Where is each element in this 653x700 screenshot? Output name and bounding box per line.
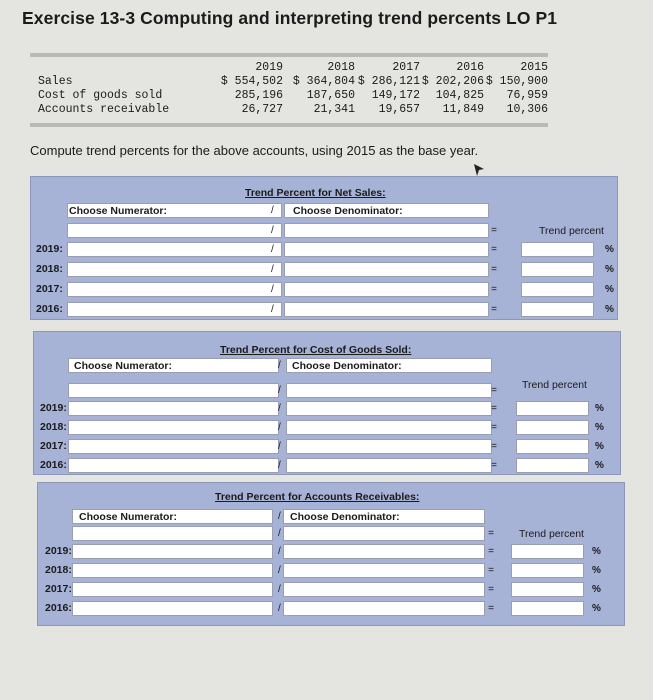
denominator-input[interactable] <box>284 302 489 317</box>
divide-sign: / <box>271 304 274 315</box>
row-year-label: 2018: <box>36 263 63 275</box>
numerator-input[interactable] <box>72 544 273 559</box>
trend-panel <box>30 176 618 320</box>
percent-sign: % <box>592 546 601 557</box>
denominator-label: Choose Denominator: <box>293 205 403 217</box>
data-cell: 11,849 <box>442 103 484 116</box>
trend-panel <box>37 482 625 626</box>
numerator-label: Choose Numerator: <box>69 205 168 217</box>
divide-sign: / <box>278 546 281 557</box>
numerator-label: Choose Numerator: <box>74 360 173 372</box>
trend-percent-input[interactable] <box>521 302 594 317</box>
divide-sign: / <box>278 422 281 433</box>
percent-sign: % <box>592 584 601 595</box>
trend-percent-label: Trend percent <box>522 379 587 391</box>
data-row-ar <box>30 103 548 117</box>
divide-sign: / <box>278 528 281 539</box>
numerator-input[interactable] <box>67 242 282 257</box>
year-header: 2016 <box>456 61 484 74</box>
equals-sign: = <box>491 403 497 414</box>
data-table-header <box>30 61 548 75</box>
row-year-label: 2017: <box>45 583 72 595</box>
data-cell: 26,727 <box>241 103 283 116</box>
numerator-input[interactable] <box>67 262 282 277</box>
numerator-input[interactable] <box>67 302 282 317</box>
data-cell: 76,959 <box>506 89 548 102</box>
denominator-input[interactable] <box>286 420 492 435</box>
panel-title: Trend Percent for Cost of Goods Sold: <box>220 344 412 356</box>
numerator-input[interactable] <box>68 420 279 435</box>
row-year-label: 2016: <box>45 602 72 614</box>
divide-sign: / <box>278 360 281 371</box>
data-row-cogs <box>30 89 548 103</box>
denominator-blank-box <box>283 526 485 541</box>
denominator-input[interactable] <box>284 242 489 257</box>
equals-sign: = <box>488 565 494 576</box>
denominator-input[interactable] <box>286 458 492 473</box>
data-cell: 285,196 <box>234 89 283 102</box>
year-header: 2019 <box>255 61 283 74</box>
trend-percent-input[interactable] <box>516 420 589 435</box>
trend-percent-input[interactable] <box>516 458 589 473</box>
trend-percent-label: Trend percent <box>539 225 604 237</box>
mouse-cursor-icon <box>473 163 485 177</box>
equals-sign: = <box>491 225 497 236</box>
trend-percent-input[interactable] <box>511 582 584 597</box>
year-header: 2015 <box>520 61 548 74</box>
percent-sign: % <box>595 460 604 471</box>
equals-sign: = <box>491 460 497 471</box>
numerator-blank-box <box>72 526 273 541</box>
percent-sign: % <box>595 441 604 452</box>
row-year-label: 2019: <box>45 545 72 557</box>
equals-sign: = <box>491 284 497 295</box>
row-year-label: 2019: <box>40 402 67 414</box>
equals-sign: = <box>491 264 497 275</box>
numerator-blank-box <box>67 223 282 238</box>
divide-sign: / <box>271 225 274 236</box>
trend-percent-input[interactable] <box>511 601 584 616</box>
denominator-label: Choose Denominator: <box>290 511 400 523</box>
divide-sign: / <box>271 205 274 216</box>
row-label: Accounts receivable <box>38 103 170 116</box>
divide-sign: / <box>278 565 281 576</box>
numerator-blank-box <box>68 383 279 398</box>
numerator-label: Choose Numerator: <box>79 511 178 523</box>
row-year-label: 2017: <box>36 283 63 295</box>
denominator-input[interactable] <box>284 282 489 297</box>
trend-panel <box>33 331 621 475</box>
denominator-input[interactable] <box>286 439 492 454</box>
trend-percent-label: Trend percent <box>519 528 584 540</box>
percent-sign: % <box>595 422 604 433</box>
denominator-input[interactable] <box>283 601 485 616</box>
numerator-input[interactable] <box>68 458 279 473</box>
equals-sign: = <box>491 304 497 315</box>
percent-sign: % <box>592 565 601 576</box>
equals-sign: = <box>491 441 497 452</box>
year-header: 2018 <box>327 61 355 74</box>
numerator-input[interactable] <box>68 439 279 454</box>
row-year-label: 2016: <box>36 303 63 315</box>
divide-sign: / <box>278 460 281 471</box>
denominator-blank-box <box>286 383 492 398</box>
trend-percent-input[interactable] <box>521 242 594 257</box>
row-year-label: 2019: <box>36 243 63 255</box>
equals-sign: = <box>488 546 494 557</box>
data-cell: 19,657 <box>378 103 420 116</box>
denominator-input[interactable] <box>286 401 492 416</box>
trend-percent-input[interactable] <box>521 262 594 277</box>
divide-sign: / <box>278 441 281 452</box>
numerator-input[interactable] <box>72 563 273 578</box>
divide-sign: / <box>271 244 274 255</box>
numerator-input[interactable] <box>67 282 282 297</box>
divide-sign: / <box>271 284 274 295</box>
percent-sign: % <box>605 304 614 315</box>
row-year-label: 2016: <box>40 459 67 471</box>
trend-percent-input[interactable] <box>521 282 594 297</box>
percent-sign: % <box>595 403 604 414</box>
equals-sign: = <box>488 603 494 614</box>
denominator-label: Choose Denominator: <box>292 360 402 372</box>
equals-sign: = <box>491 244 497 255</box>
row-label: Sales <box>38 75 73 88</box>
equals-sign: = <box>491 385 497 396</box>
data-table <box>30 53 548 127</box>
data-cell: 21,341 <box>313 103 355 116</box>
trend-percent-input[interactable] <box>516 401 589 416</box>
year-header: 2017 <box>392 61 420 74</box>
denominator-input[interactable] <box>284 262 489 277</box>
denominator-input[interactable] <box>283 563 485 578</box>
data-cell: $ 364,804 <box>292 75 355 88</box>
row-year-label: 2018: <box>45 564 72 576</box>
data-cell: 104,825 <box>435 89 484 102</box>
panel-title: Trend Percent for Accounts Receivables: <box>215 491 420 503</box>
divide-sign: / <box>278 403 281 414</box>
data-row-sales <box>30 75 548 89</box>
row-year-label: 2018: <box>40 421 67 433</box>
percent-sign: % <box>605 244 614 255</box>
row-year-label: 2017: <box>40 440 67 452</box>
data-cell: $ 554,502 <box>220 75 283 88</box>
divide-sign: / <box>278 385 281 396</box>
divide-sign: / <box>278 603 281 614</box>
instruction-text: Compute trend percents for the above accounts, using 2015 as the base year. <box>30 143 479 158</box>
trend-percent-input[interactable] <box>516 439 589 454</box>
data-cell: 187,650 <box>306 89 355 102</box>
panel-title: Trend Percent for Net Sales: <box>245 187 386 199</box>
divide-sign: / <box>278 584 281 595</box>
page-title: Exercise 13-3 Computing and interpreting trend percents LO P1 <box>22 8 558 28</box>
data-cell: $ 150,900 <box>485 75 548 88</box>
denominator-blank-box <box>284 223 489 238</box>
percent-sign: % <box>592 603 601 614</box>
denominator-input[interactable] <box>283 582 485 597</box>
numerator-input[interactable] <box>72 601 273 616</box>
denominator-input[interactable] <box>283 544 485 559</box>
data-cell: $ 286,121 <box>357 75 420 88</box>
row-label: Cost of goods sold <box>38 89 163 102</box>
numerator-input[interactable] <box>68 401 279 416</box>
divide-sign: / <box>271 264 274 275</box>
data-cell: 149,172 <box>371 89 420 102</box>
equals-sign: = <box>488 584 494 595</box>
trend-percent-input[interactable] <box>511 544 584 559</box>
percent-sign: % <box>605 284 614 295</box>
equals-sign: = <box>488 528 494 539</box>
trend-percent-input[interactable] <box>511 563 584 578</box>
percent-sign: % <box>605 264 614 275</box>
data-cell: $ 202,206 <box>421 75 484 88</box>
equals-sign: = <box>491 422 497 433</box>
data-cell: 10,306 <box>506 103 548 116</box>
divide-sign: / <box>278 511 281 522</box>
numerator-input[interactable] <box>72 582 273 597</box>
